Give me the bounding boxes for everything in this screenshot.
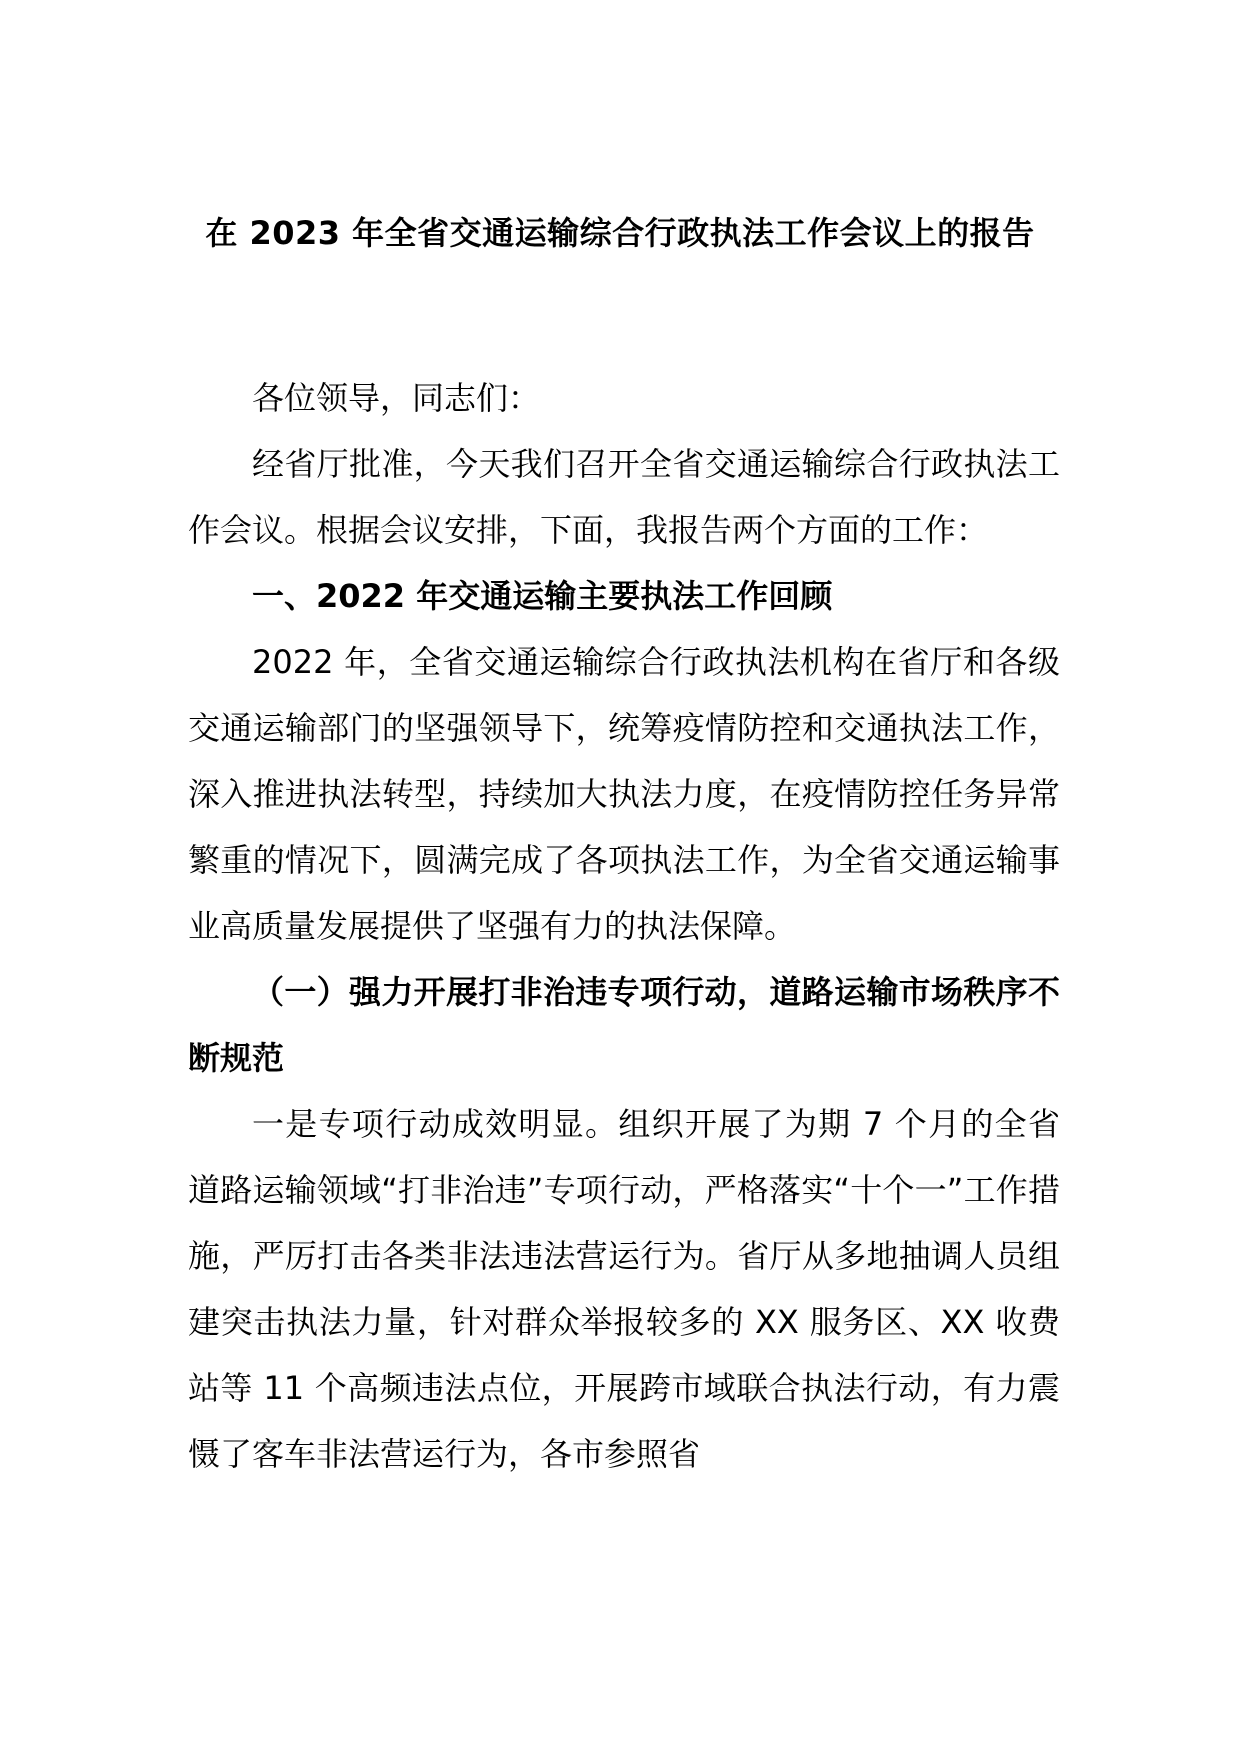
- document-title: 在 2023 年全省交通运输综合行政执法工作会议上的报告: [205, 214, 1035, 252]
- section-heading: 一、2022 年交通运输主要执法工作回顾: [252, 577, 833, 615]
- document-body: [188, 365, 1060, 1487]
- section-paragraph: 2022 年，全省交通运输综合行政执法机构在省厅和各级交通运输部门的坚强领导下，统筹疫情防控和交通执法工作，深入推进执法转型，持续加大执法力度，在疫情防控任务异常繁重的情况下，圆满完成了各项执法工作，为全省交通运输事业高质量发展提供了坚强有力的执法保障。: [188, 643, 1060, 945]
- subsection-paragraph: 一是专项行动成效明显。组织开展了为期 7 个月的全省道路运输领域“打非治违”专项行动，严格落实“十个一”工作措施，严厉打击各类非法违法营运行为。省厅从多地抽调人员组建突击执法力量，针对群众举报较多的 XX 服务区、XX 收费站等 11 个高频违法点位，开展跨市域联合执法行动，有力震慑了客车非法营运行为，各市参照省: [188, 1105, 1060, 1473]
- salutation: 各位领导，同志们：: [252, 379, 541, 417]
- subsection-heading: （一）强力开展打非治违专项行动，道路运输市场秩序不断规范: [188, 973, 1060, 1077]
- intro-paragraph: 经省厅批准，今天我们召开全省交通运输综合行政执法工作会议。根据会议安排，下面，我报告两个方面的工作：: [188, 445, 1060, 549]
